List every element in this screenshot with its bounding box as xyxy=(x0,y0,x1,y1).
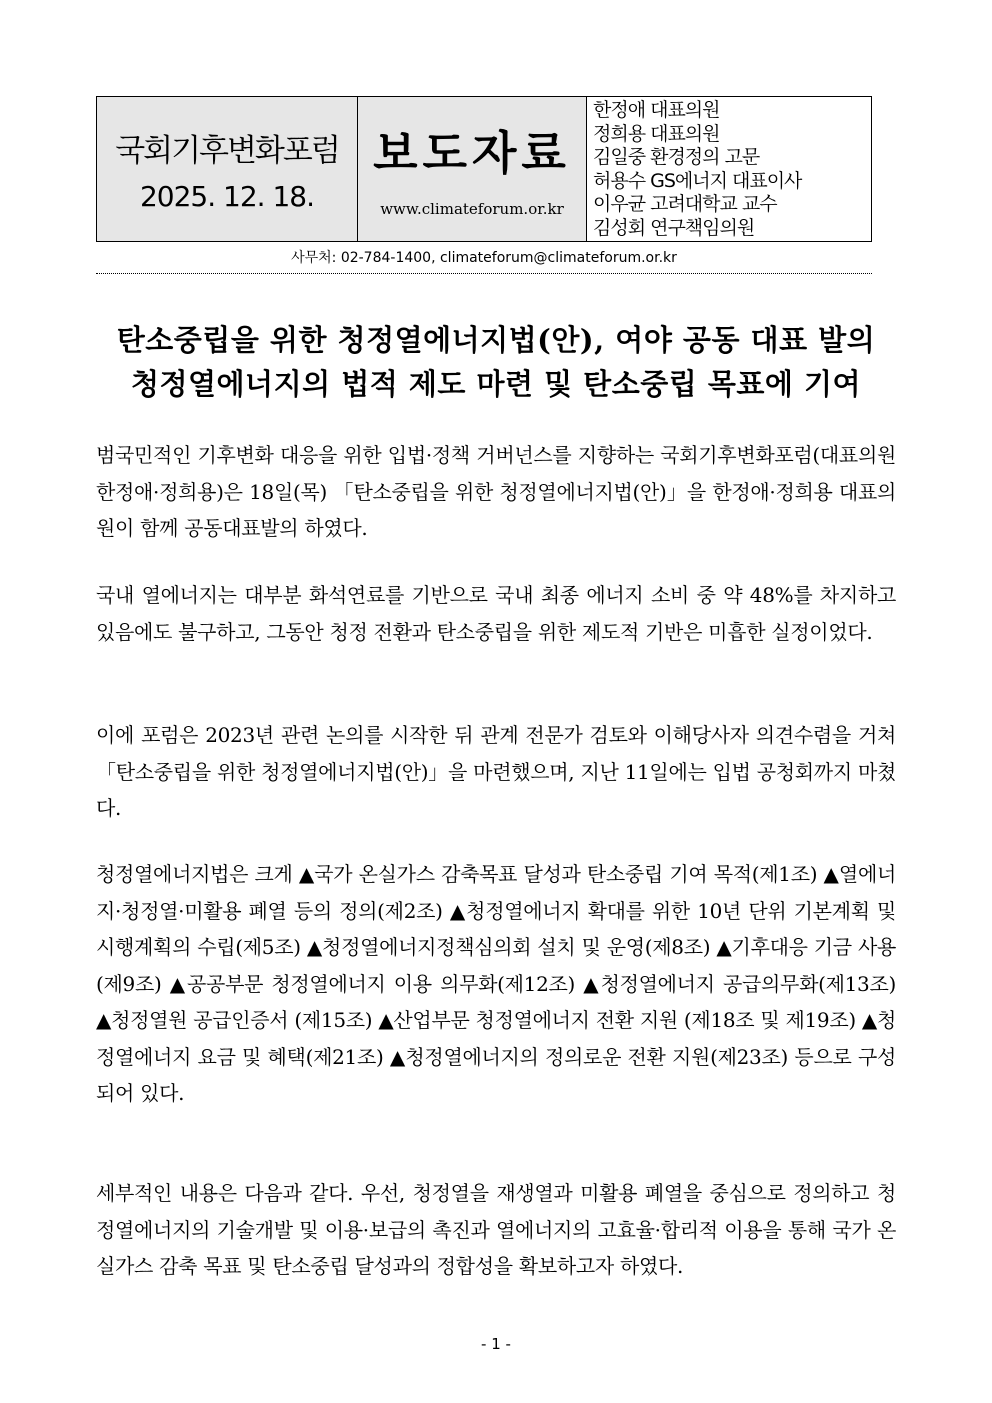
contact-info: 사무처: 02-784-1400, climateforum@climateforum.or.kr xyxy=(291,250,677,266)
divider xyxy=(96,273,872,274)
body-paragraph: 범국민적인 기후변화 대응을 위한 입법·정책 거버넌스를 지향하는 국회기후변화포럼(대표의원 한정애·정희용)은 18일(목) 「탄소중립을 위한 청정열에너지법(안)」을 한정애·정희용 대표의원이 함께 공동대표발의 하였다. xyxy=(96,443,896,540)
member-item: 정희용 대표의원 xyxy=(593,122,720,145)
press-release-cell xyxy=(358,97,587,241)
member-list xyxy=(587,97,871,241)
member-item: 김성회 연구책임의원 xyxy=(593,216,755,239)
release-date: 2025. 12. 18. xyxy=(139,180,315,213)
member-item: 허용수 GS에너지 대표이사 xyxy=(593,169,802,192)
page-number: - 1 - xyxy=(481,1335,511,1353)
header-table xyxy=(96,96,872,242)
body-paragraph: 청정열에너지법은 크게 ▲국가 온실가스 감축목표 달성과 탄소중립 기여 목적(제1조) ▲열에너지·청정열·미활용 폐열 등의 정의(제2조) ▲청정열에너지 확대를 위한 10년 단위 기본계획 및 시행계획의 수립(제5조) ▲청정열에너지정책심의회 설치 및 운영(제8조) ▲기후대응 기금 사용(제9조) ▲공공부문 청정열에너지 이용 의무화(제12조) ▲청정열에너지 공급의무화(제13조) ▲청정열원 공급인증서 (제15조) ▲산업부문 청정열에너지 전환 지원 (제18조 및 제19조) ▲청정열에너지 요금 및 혜택(제21조) ▲청정열에너지의 정의로운 전환 지원(제23조) 등으로 구성되어 있다. xyxy=(96,862,896,1105)
website-url[interactable]: www.climateforum.or.kr xyxy=(380,200,564,218)
member-item: 김일중 환경정의 고문 xyxy=(593,146,760,169)
body-paragraph: 이에 포럼은 2023년 관련 논의를 시작한 뒤 관계 전문가 검토와 이해당사자 의견수렴을 거쳐 「탄소중립을 위한 청정열에너지법(안)」을 마련했으며, 지난 11일에는 입법 공청회까지 마쳤다. xyxy=(96,723,896,820)
member-item: 한정애 대표의원 xyxy=(593,99,720,121)
headline-line-2: 청정열에너지의 법적 제도 마련 및 탄소중립 목표에 기여 xyxy=(131,367,861,401)
body-paragraph: 국내 열에너지는 대부분 화석연료를 기반으로 국내 최종 에너지 소비 중 약 48%를 차지하고 있음에도 불구하고, 그동안 청정 전환과 탄소중립을 위한 제도적 기반은 미흡한 실정이었다. xyxy=(96,583,896,644)
org-cell xyxy=(97,97,358,241)
headline-line-1: 탄소중립을 위한 청정열에너지법(안), 여야 공동 대표 발의 xyxy=(116,323,876,357)
body-paragraph: 세부적인 내용은 다음과 같다. 우선, 청정열을 재생열과 미활용 폐열을 중심으로 정의하고 청정열에너지의 기술개발 및 이용·보급의 촉진과 열에너지의 고효율·합리적 이용을 통해 국가 온실가스 감축 목표 및 탄소중립 달성과의 정합성을 확보하고자 하였다. xyxy=(96,1181,896,1278)
member-item: 이우균 고려대학교 교수 xyxy=(593,193,777,216)
press-release-title: 보도자료 xyxy=(373,126,571,180)
org-name: 국회기후변화포럼 xyxy=(115,133,339,169)
